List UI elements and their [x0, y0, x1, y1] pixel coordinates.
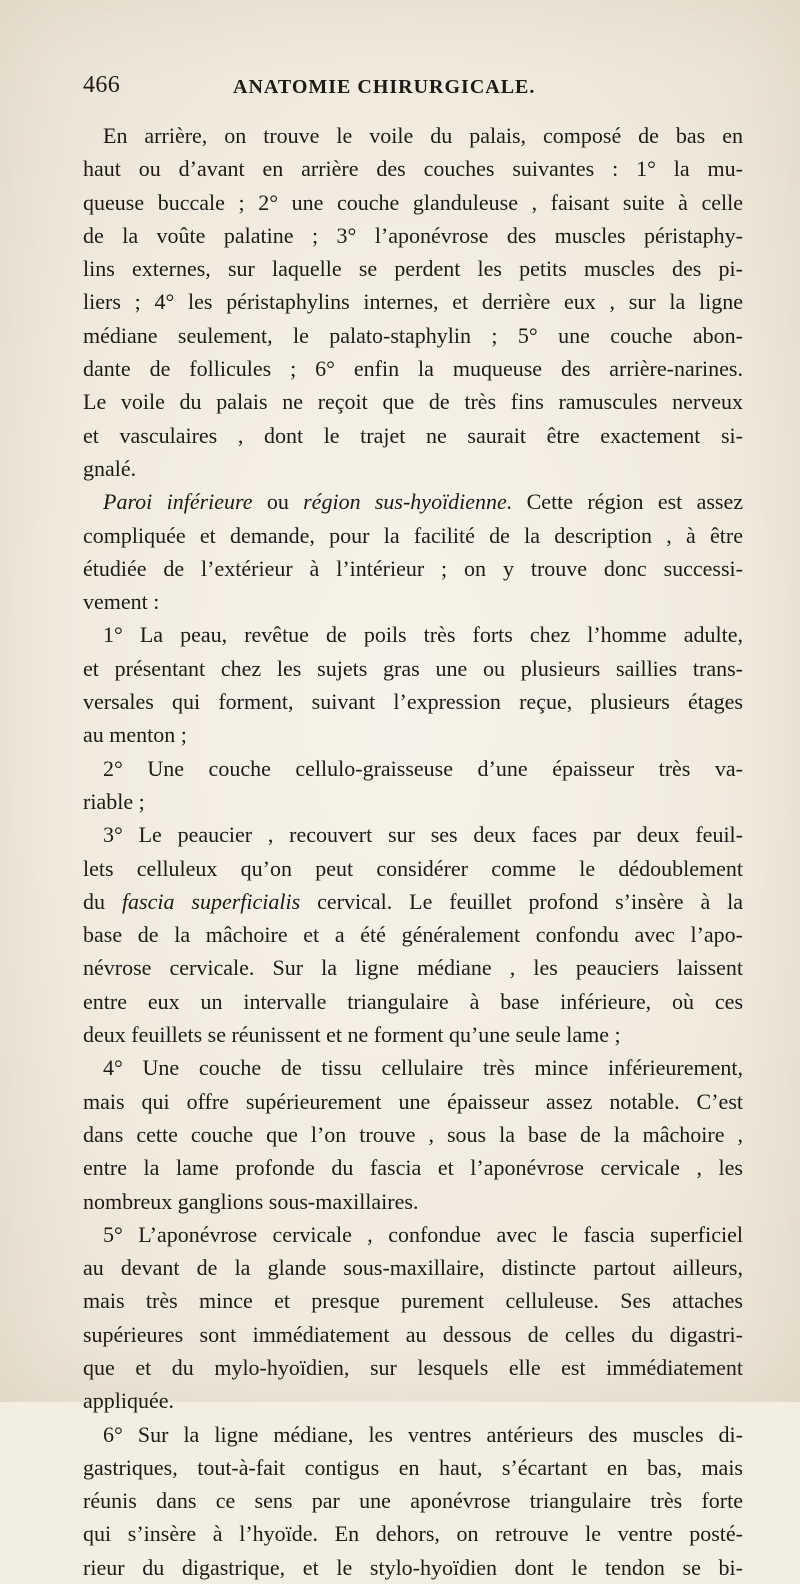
body-line: que et du mylo-hyoïdien, sur lesquels elle est immédiatement: [83, 1354, 743, 1380]
body-line: entre la lame profonde du fascia et l’aponévrose cervicale , les: [83, 1155, 743, 1181]
page-body: [83, 119, 743, 1584]
region-heading-rest: Cette région est assez: [526, 489, 743, 515]
body-line: appliquée.: [83, 1388, 175, 1414]
body-line: deux feuillets se réunissent et ne forment qu’une seule lame ;: [83, 1022, 621, 1048]
body-line: entre eux un intervalle triangulaire à base inférieure, où ces: [83, 988, 743, 1014]
fascia-italic: fascia superficialis: [121, 888, 301, 914]
page-number: 466: [83, 72, 121, 98]
body-line: 3° Le peaucier , recouvert sur ses deux faces par deux feuil-: [103, 822, 743, 848]
fascia-prefix: du: [83, 888, 122, 914]
body-line: gnalé.: [83, 455, 137, 481]
body-line: En arrière, on trouve le voile du palais, composé de bas en: [103, 123, 743, 148]
page-header: [83, 72, 743, 112]
body-line: et vasculaires , dont le trajet ne saurait être exactement si-: [83, 422, 743, 448]
body-line: rieur du digastrique, et le stylo-hyoïdien dont le tendon se bi-: [83, 1554, 743, 1580]
body-line: haut ou d’avant en arrière des couches suivantes : 1° la mu-: [83, 156, 743, 182]
body-line: vement :: [83, 589, 160, 615]
region-heading-ou: ou: [266, 489, 304, 515]
fascia-line: [83, 885, 743, 918]
region-heading-italic-b: région sus-hyoïdienne.: [303, 489, 513, 515]
body-line: au devant de la glande sous-maxillaire, distincte partout ailleurs,: [83, 1255, 743, 1281]
body-line: qui s’insère à l’hyoïde. En dehors, on retrouve le ventre posté-: [83, 1521, 743, 1547]
body-line: riable ;: [83, 788, 145, 814]
body-line: versales qui forment, suivant l’expression reçue, plusieurs étages: [83, 689, 743, 715]
body-line: névrose cervicale. Sur la ligne médiane , les peauciers laissent: [83, 955, 743, 981]
body-line: lets celluleux qu’on peut considérer comme le dédoublement: [83, 855, 743, 881]
body-line: base de la mâchoire et a été généralement confondu avec l’apo-: [83, 922, 743, 948]
body-line: queuse buccale ; 2° une couche glanduleuse , faisant suite à celle: [83, 189, 743, 215]
body-line: mais très mince et presque purement celluleuse. Ses attaches: [83, 1288, 743, 1314]
body-line: réunis dans ce sens par une aponévrose triangulaire très forte: [83, 1488, 743, 1514]
body-line: et présentant chez les sujets gras une ou plusieurs saillies trans-: [83, 655, 743, 681]
body-line: étudiée de l’extérieur à l’intérieur ; on y trouve donc successi-: [83, 555, 743, 581]
body-line: gastriques, tout-à-fait contigus en haut, s’écartant en bas, mais: [83, 1454, 743, 1480]
body-line: au menton ;: [83, 722, 187, 748]
body-line: 2° Une couche cellulo-graisseuse d’une épaisseur très va-: [103, 755, 743, 781]
running-title: ANATOMIE CHIRURGICALE.: [233, 76, 536, 98]
section-heading-line: [83, 485, 743, 518]
body-line: mais qui offre supérieurement une épaisseur assez notable. C’est: [83, 1088, 743, 1114]
body-line: de la voûte palatine ; 3° l’aponévrose des muscles péristaphy-: [83, 222, 743, 248]
region-heading-italic-a: Paroi inférieure: [103, 489, 253, 515]
body-line: 5° L’aponévrose cervicale , confondue avec le fascia superficiel: [103, 1221, 743, 1247]
body-line: liers ; 4° les péristaphylins internes, et derrière eux , sur la ligne: [83, 289, 743, 315]
body-line: nombreux ganglions sous-maxillaires.: [83, 1188, 419, 1214]
body-line: compliquée et demande, pour la facilité de la description , à être: [83, 522, 743, 548]
body-line: médiane seulement, le palato-staphylin ; 5° une couche abon-: [83, 322, 743, 348]
fascia-suffix: cervical. Le feuillet profond s’insère à la: [317, 888, 743, 914]
body-line: Le voile du palais ne reçoit que de très fins ramuscules nerveux: [83, 389, 743, 415]
body-line: 1° La peau, revêtue de poils très forts chez l’homme adulte,: [103, 622, 743, 648]
body-line: 4° Une couche de tissu cellulaire très mince inférieurement,: [103, 1055, 743, 1081]
body-line: 6° Sur la ligne médiane, les ventres antérieurs des muscles di-: [103, 1421, 743, 1447]
body-line: dante de follicules ; 6° enfin la muqueuse des arrière-narines.: [83, 356, 743, 382]
body-line: lins externes, sur laquelle se perdent les petits muscles des pi-: [83, 256, 743, 282]
body-line: dans cette couche que l’on trouve , sous la base de la mâchoire ,: [83, 1121, 743, 1147]
body-line: supérieures sont immédiatement au dessous de celles du digastri-: [83, 1321, 743, 1347]
